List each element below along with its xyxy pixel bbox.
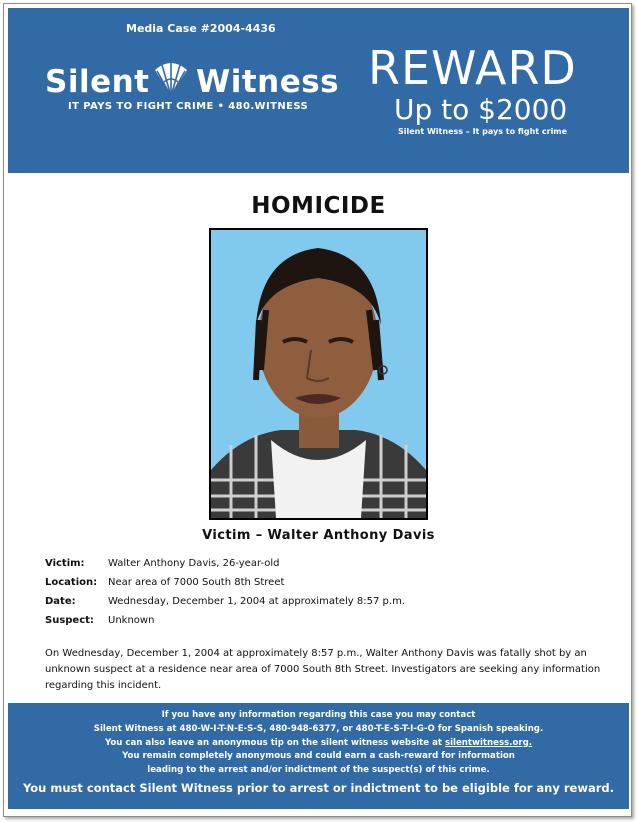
- header-banner: [8, 8, 629, 173]
- logo-tagline: IT PAYS TO FIGHT CRIME • 480.WITNESS: [68, 101, 309, 112]
- logo-word-silent: Silent: [45, 64, 150, 100]
- photo-caption: Victim – Walter Anthony Davis: [202, 528, 435, 543]
- logo-word-witness: Witness: [196, 64, 340, 100]
- incident-summary: On Wednesday, December 1, 2004 at approximately 8:57 p.m., Walter Anthony Davis was fatally shot by an unknown suspect at a residence near area of 7000 South 8th Street. Investigators are seeking any information regarding this incident.: [45, 648, 601, 691]
- fact-label: Location:: [45, 577, 98, 588]
- footer-line-text: You can also leave an anonymous tip on the silent witness website at: [104, 737, 445, 748]
- footer-line: If you have any information regarding this case you may contact: [161, 710, 476, 720]
- fact-value: Walter Anthony Davis, 26-year-old: [108, 558, 280, 569]
- reward-amount: Up to $2000: [394, 93, 568, 126]
- victim-portrait-illustration: [211, 230, 426, 518]
- footer-line: Silent Witness at 480-W-I-T-N-E-S-S, 480-948-6377, or 480-T-E-S-T-I-G-O for Spanish speaking.: [93, 723, 544, 734]
- shell-fan-icon: [152, 56, 190, 98]
- website-link[interactable]: silentwitness.org.: [444, 737, 533, 748]
- footer-line: You remain completely anonymous and could earn a cash-reward for information: [122, 751, 515, 762]
- reward-tagline: Silent Witness – It pays to fight crime: [398, 127, 568, 136]
- fact-row-suspect: [45, 615, 405, 634]
- crime-type-heading: HOMICIDE: [251, 193, 386, 219]
- fact-value: Wednesday, December 1, 2004 at approximately 8:57 p.m.: [108, 596, 405, 607]
- fact-label: Victim:: [45, 558, 85, 569]
- fact-row-date: [45, 596, 405, 615]
- fact-value: Unknown: [108, 615, 155, 626]
- footer-line: leading to the arrest and/or indictment of the suspect(s) of this crime.: [147, 765, 490, 776]
- reward-title: REWARD: [368, 41, 577, 95]
- footer-banner: [8, 703, 629, 809]
- case-facts: [45, 558, 405, 634]
- footer-line: [8, 737, 629, 751]
- fact-label: Suspect:: [45, 615, 94, 626]
- fact-label: Date:: [45, 596, 76, 607]
- media-case-number: Media Case #2004-4436: [126, 22, 276, 35]
- fact-row-victim: [45, 558, 405, 577]
- fact-row-location: [45, 577, 405, 596]
- fact-value: Near area of 7000 South 8th Street: [108, 577, 285, 588]
- eligibility-notice: You must contact Silent Witness prior to arrest or indictment to be eligible for any reward.: [23, 780, 614, 795]
- victim-photo: [209, 228, 428, 520]
